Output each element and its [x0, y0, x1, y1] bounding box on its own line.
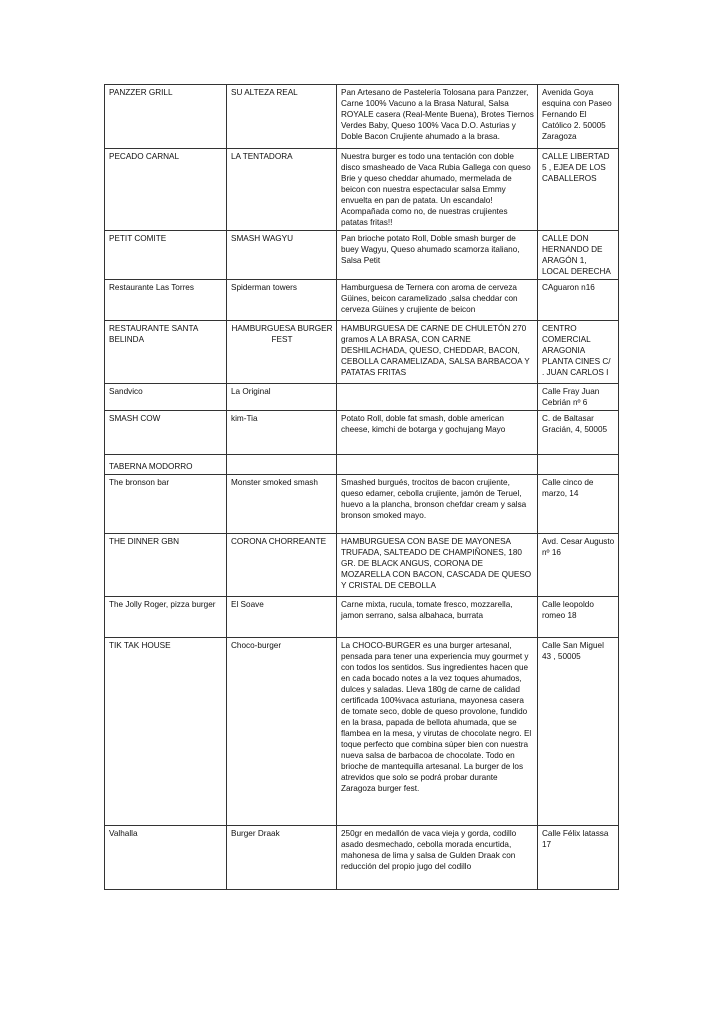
table-row: [105, 321, 619, 384]
address-cell: CAguaron n16: [538, 280, 619, 321]
table-row: [105, 455, 619, 475]
description-cell: Hamburguesa de Ternera con aroma de cerveza Güines, beicon caramelizado ,salsa cheddar con cerveza Güines y crujiente de beicon: [337, 280, 538, 321]
table-row: [105, 411, 619, 455]
table-row: [105, 280, 619, 321]
address-cell: CALLE LIBERTAD 5 , EJEA DE LOS CABALLEROS: [538, 149, 619, 231]
burger-cell: Burger Draak: [227, 826, 337, 890]
description-cell: [337, 384, 538, 411]
table-row: [105, 534, 619, 597]
burger-cell: HAMBURGUESA BURGER FEST: [227, 321, 337, 384]
address-cell: Avenida Goya esquina con Paseo Fernando El Católico 2. 50005 Zaragoza: [538, 85, 619, 149]
address-cell: [538, 455, 619, 475]
burger-cell: Monster smoked smash: [227, 475, 337, 534]
restaurant-cell: PETIT COMITE: [105, 231, 227, 280]
burger-cell: kim-Tia: [227, 411, 337, 455]
description-cell: Pan Artesano de Pastelería Tolosana para Panzzer, Carne 100% Vacuno a la Brasa Natural, Salsa ROYALE casera (Real-Mente Buena), Brotes Tiernos Verdes Baby, Queso 100% Vaca D.O. Asturias y Doble Bacon Crujiente ahumado a la brasa.: [337, 85, 538, 149]
table-row: [105, 475, 619, 534]
description-cell: Pan brioche potato Roll, Doble smash burger de buey Wagyu, Queso ahumado scamorza italiano, Salsa Petit: [337, 231, 538, 280]
table-row: [105, 85, 619, 149]
burger-cell: LA TENTADORA: [227, 149, 337, 231]
description-cell: Carne mixta, rucula, tomate fresco, mozzarella, jamon serrano, salsa albahaca, burrata: [337, 597, 538, 638]
restaurant-cell: RESTAURANTE SANTA BELINDA: [105, 321, 227, 384]
restaurant-cell: PECADO CARNAL: [105, 149, 227, 231]
address-cell: Calle Fray Juan Cebrián nº 6: [538, 384, 619, 411]
table-row: [105, 231, 619, 280]
restaurant-cell: PANZZER GRILL: [105, 85, 227, 149]
burger-cell: SMASH WAGYU: [227, 231, 337, 280]
burger-cell: La Original: [227, 384, 337, 411]
address-cell: CALLE DON HERNANDO DE ARAGÓN 1, LOCAL DERECHA: [538, 231, 619, 280]
burger-cell: Choco-burger: [227, 638, 337, 826]
address-cell: Avd. Cesar Augusto nº 16: [538, 534, 619, 597]
restaurant-cell: Valhalla: [105, 826, 227, 890]
burger-cell: [227, 455, 337, 475]
address-cell: Calle San Miguel 43 , 50005: [538, 638, 619, 826]
description-cell: HAMBURGUESA DE CARNE DE CHULETÓN 270 gramos A LA BRASA, CON CARNE DESHILACHADA, QUESO, CHEDDAR, BACON, CEBOLLA CARAMELIZADA, SALSA BARBACOA Y PATATAS FRITAS: [337, 321, 538, 384]
restaurant-cell: Sandvico: [105, 384, 227, 411]
description-cell: 250gr en medallón de vaca vieja y gorda, codillo asado desmechado, cebolla morada encurtida, mahonesa de lima y salsa de Gulden Draak con reducción del propio jugo del codillo: [337, 826, 538, 890]
table-row: [105, 149, 619, 231]
restaurant-cell: The bronson bar: [105, 475, 227, 534]
address-cell: Calle cinco de marzo, 14: [538, 475, 619, 534]
restaurant-cell: TIK TAK HOUSE: [105, 638, 227, 826]
burger-cell: SU ALTEZA REAL: [227, 85, 337, 149]
address-cell: C. de Baltasar Gracián, 4, 50005: [538, 411, 619, 455]
table-row: [105, 597, 619, 638]
description-cell: [337, 455, 538, 475]
address-cell: CENTRO COMERCIAL ARAGONIA PLANTA CINES C/ . JUAN CARLOS I: [538, 321, 619, 384]
restaurant-cell: TABERNA MODORRO: [105, 455, 227, 475]
restaurant-cell: THE DINNER GBN: [105, 534, 227, 597]
restaurant-cell: SMASH COW: [105, 411, 227, 455]
description-cell: Smashed burgués, trocitos de bacon crujiente, queso edamer, cebolla crujiente, jamón de Teruel, huevo a la plancha, bronson chefdar cream y salsa bronson smoked mayo.: [337, 475, 538, 534]
burger-cell: El Soave: [227, 597, 337, 638]
restaurant-cell: The Jolly Roger, pizza burger: [105, 597, 227, 638]
burger-cell: CORONA CHORREANTE: [227, 534, 337, 597]
address-cell: Calle Félix latassa 17: [538, 826, 619, 890]
burger-cell: Spiderman towers: [227, 280, 337, 321]
restaurant-cell: Restaurante Las Torres: [105, 280, 227, 321]
description-cell: Nuestra burger es todo una tentación con doble disco smasheado de Vaca Rubia Gallega con queso Brie y queso cheddar ahumado, mermelada de beicon con nuestra espectacular salsa Emmy envuelta en pan de patata. Un escandalo! Acompañada como no, de nuestras crujientes patatas fritas!!: [337, 149, 538, 231]
description-cell: Potato Roll, doble fat smash, doble american cheese, kimchi de botarga y gochujang Mayo: [337, 411, 538, 455]
description-cell: La CHOCO-BURGER es una burger artesanal, pensada para tener una experiencia muy gourmet y con todos los sentidos. Sus ingredientes hacen que en cada bocado notes a la vez toques ahumados, dulces y saladas. Lleva 180g de carne de calidad certificada 100%vaca asturiana, mayonesa casera de tomate seco, doble de queso provolone, fundido en la brasa, papada de bellota ahumada, que se flambea en la mesa, y virutas de chocolate negro. El toque perfecto que combina súper bien con nuestra nueva salsa de barbacoa de chocolate. Todo en brioche de mantequilla artesanal. La burger de los atrevidos que solo se podrá probar durante Zaragoza burger fest.: [337, 638, 538, 826]
burger-table: [104, 84, 619, 890]
table-row: [105, 384, 619, 411]
table-row: [105, 638, 619, 826]
address-cell: Calle leopoldo romeo 18: [538, 597, 619, 638]
description-cell: HAMBURGUESA CON BASE DE MAYONESA TRUFADA, SALTEADO DE CHAMPIÑONES, 180 GR. DE BLACK ANGUS, CORONA DE MOZARELLA CON BACON, CASCADA DE QUESO Y CRISTAL DE CEBOLLA: [337, 534, 538, 597]
table-row: [105, 826, 619, 890]
